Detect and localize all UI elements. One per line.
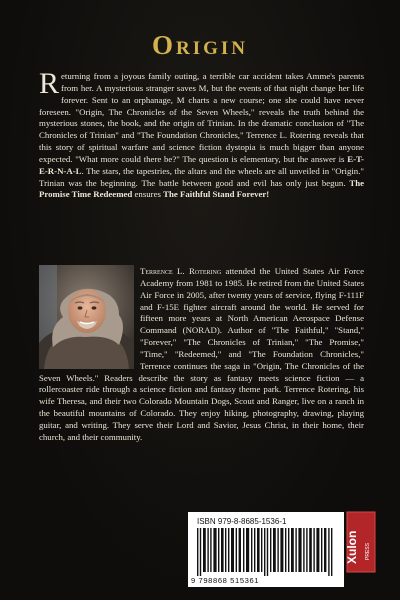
xulon-press-logo bbox=[347, 512, 375, 572]
author-name: Terrence L. Rotering bbox=[140, 266, 222, 276]
author-bio-paragraph bbox=[39, 266, 364, 444]
author-bio-text: attended the United States Air Force Academy from 1981 to 1985. He retired from the United States Air Force in 2005, after twenty years of service, flying F-111F and F-15E fighter aircraft around the world. He served for fifteen more years at North American Aerospace Defense Command (NORAD). Author of "The Faithful," "Stand," "Forever," "The Chronicles of Trinian," "The Promise," "Time," "Redeemed," and "The Foundation Chronicles," Terrence continues the saga in "Origin, The Chronicles of the Seven Wheels." Readers describe the story as fantasy meets science fiction — a rollercoaster ride through a science fiction and fantasy theme park. Terrence Rotering, his wife Theresa, and their two Colorado Mountain Dogs, Scout and Ranger, live on a ranch in the beautiful mountains of Colorado. They enjoy hiking, photography, drawing, playing guitar, and writing. They serve their Lord and Savior, Jesus Christ, in their home, their church, and their community. bbox=[39, 266, 364, 442]
book-title: Origin bbox=[151, 30, 248, 60]
synopsis-text: eturning from a joyous family outing, a terrible car accident takes Amme's parents from her. A mysterious stranger saves M, but the events of that night change her life forever. Sent to an orphanage, M charts a new course; one she could have never foreseen. "Origin, The Chronicles of the Seven Wheels," reveals the truth behind the mysterious stones, the book, and the origin of Trinian. In the dramatic conclusion of "The Chronicles of Trinian" and "The Foundation Chronicles," Terrence L. Rotering reveals that this story of spiritual warfare and science fiction dystopia is much bigger than anyone expected. "What more could there be?" The question is elementary, but the answer is bbox=[39, 71, 364, 164]
faithful-emphasis: The Faithful Stand Forever! bbox=[163, 189, 270, 200]
synopsis-text-2: . The stars, the tapestries, the altars and the wheels are all unveiled in "Origin." Trinian was the beginning. The battle between good and evil has only just begun. bbox=[39, 165, 364, 188]
synopsis-text-3: ensures bbox=[132, 189, 164, 200]
publisher-subtext: PRESS bbox=[365, 543, 371, 560]
barcode-number: 9 798868 515361 bbox=[191, 576, 260, 585]
barcode-panel bbox=[188, 512, 344, 587]
publisher-logo bbox=[347, 512, 375, 572]
photo-wrap-space bbox=[39, 266, 140, 372]
promise-emphasis: The Promise Time Redeemed bbox=[39, 177, 364, 200]
isbn-label: ISBN 979-8-8685-1536-1 bbox=[197, 517, 287, 526]
synopsis-paragraph bbox=[39, 67, 364, 201]
publisher-name: Xulon bbox=[345, 530, 359, 564]
barcode-image bbox=[197, 528, 335, 576]
drop-cap: R bbox=[39, 67, 60, 100]
eternal-emphasis: E-T-E-R-N-A-L bbox=[39, 153, 364, 176]
